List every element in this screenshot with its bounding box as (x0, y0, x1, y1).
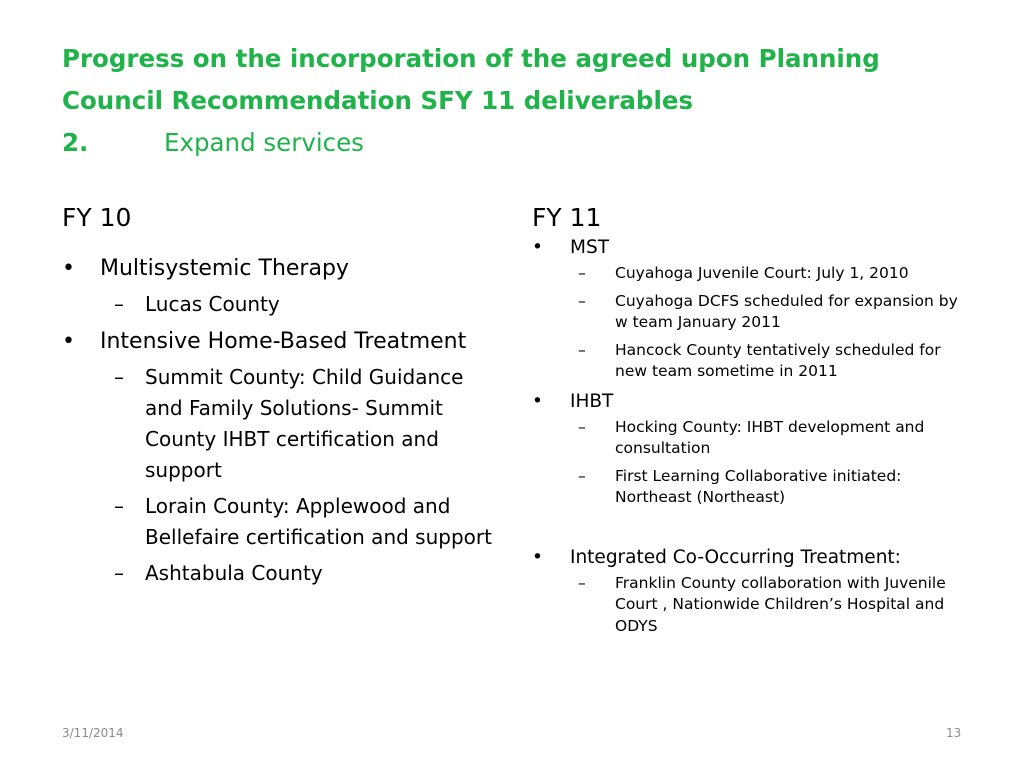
fy10-sub-item (62, 289, 502, 320)
sub-item-text: Lucas County (145, 292, 280, 316)
bullet-text: Integrated Co-Occurring Treatment: (570, 546, 901, 568)
sub-item-text: – Ashtabula County (145, 561, 323, 585)
fy11-bullet-mst (532, 235, 972, 261)
fy10-heading: FY 10 (62, 203, 132, 232)
fy11-sub-item (532, 291, 972, 334)
subtitle-number: 2. (62, 128, 89, 157)
title-line-2: Council Recommendation SFY 11 deliverables (62, 86, 694, 115)
fy10-sub-item (62, 558, 502, 589)
fy11-sub-item (532, 340, 972, 383)
fy11-bullet-icot (532, 545, 972, 571)
title-line-1: Progress on the incorporation of the agreed upon Planning (62, 44, 880, 73)
sub-item-text: Hocking County: IHBT development and consultation (615, 417, 925, 457)
fy10-bullet-mst (62, 252, 502, 285)
fy10-list (62, 252, 502, 594)
sub-item-text: Cuyahoga DCFS scheduled for expansion by w team January 2011 (615, 291, 958, 331)
bullet-text: Intensive Home-Based Treatment (100, 329, 467, 354)
subtitle-text: Expand services (164, 128, 364, 157)
bullet-text: IHBT (570, 390, 614, 412)
fy11-list (532, 235, 972, 643)
sub-item-text: – Lorain County: Applewood and Bellefaire certification and support (145, 494, 492, 549)
sub-item-text: Cuyahoga Juvenile Court: July 1, 2010 (615, 264, 909, 282)
fy11-heading: FY 11 (532, 203, 602, 232)
footer-date: 3/11/2014 (62, 726, 124, 740)
fy11-sub-item (532, 263, 972, 285)
fy11-sub-item (532, 573, 972, 638)
fy10-sub-item (62, 491, 502, 553)
fy11-sub-item (532, 466, 972, 509)
sub-item-text: Franklin County collaboration with Juvenile Court , Nationwide Children’s Hospital and ODYS (615, 573, 946, 635)
sub-item-text: Hancock County tentatively scheduled for new team sometime in 2011 (615, 340, 941, 380)
bullet-text: MST (570, 237, 610, 258)
slide-subtitle (62, 122, 962, 164)
slide-title (62, 38, 962, 164)
sub-item-text: – Summit County: Child Guidance and Family Solutions- Summit County IHBT certification and support (145, 365, 464, 482)
list-spacer (532, 515, 972, 545)
fy11-sub-item (532, 417, 972, 460)
fy11-bullet-ihbt (532, 389, 972, 415)
footer-page-number: 13 (946, 726, 962, 740)
fy10-bullet-ihbt (62, 325, 502, 358)
bullet-text: Multisystemic Therapy (100, 256, 349, 281)
fy10-sub-item (62, 362, 502, 486)
sub-item-text: First Learning Collaborative initiated: Northeast (Northeast) (615, 466, 902, 506)
